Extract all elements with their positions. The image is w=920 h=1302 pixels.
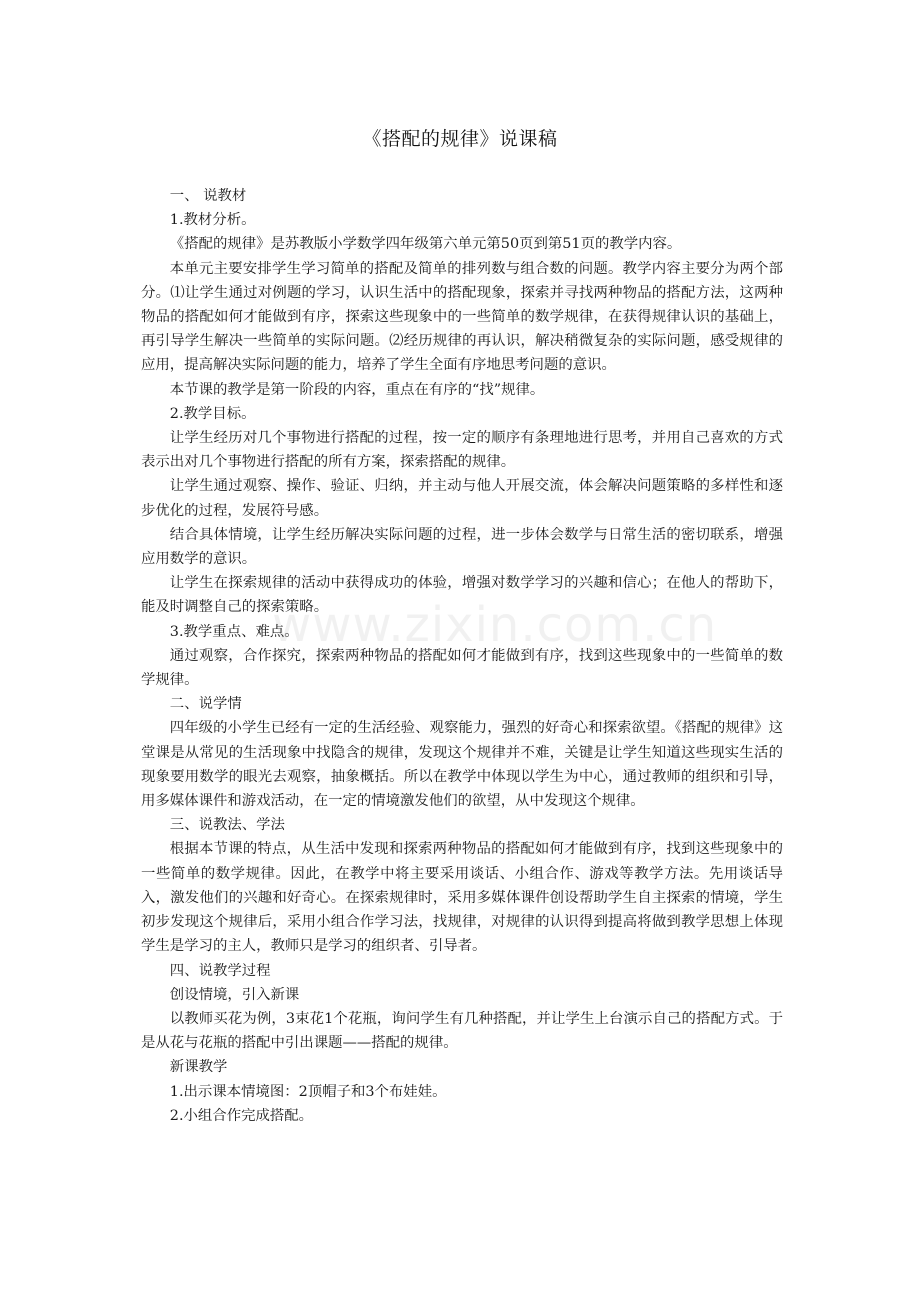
section-heading-students: 二、说学情 — [169, 696, 242, 713]
paragraph: 根据本节课的特点，从生活中发现和探索两种物品的搭配如何才能做到有序，找到这些现象中的一些简单的数学规律。因此，在教学中将主要采用谈话、小组合作、游戏等教学方法。先用谈话导入，激发他们的兴趣和好奇心。在探索规律时，采用多媒体课件创设帮助学生自主探索的情境，学生初步发现这个规律后，采用小组合作学习法，找规律，对规律的认识得到提高将做到教学思想上体现学生是学习的主人，教师只是学习的组织者、引导者。 — [141, 841, 783, 955]
subheading-key-points: 3.教学重点、难点。 — [169, 623, 299, 640]
paragraph: 让学生在探索规律的活动中获得成功的体验，增强对数学学习的兴趣和信心；在他人的帮助下，能及时调整自己的探索策略。 — [141, 575, 783, 616]
page-title: 《搭配的规律》说课稿 — [362, 128, 558, 150]
paragraph: 本单元主要安排学生学习简单的搭配及简单的排列数与组合数的问题。教学内容主要分为两个部分。⑴让学生通过对例题的学习，认识生活中的搭配现象，探索并寻找两种物品的搭配方法，这两种物品的搭配如何才能做到有序，探索这些现象中的一些简单的数学规律，在获得规律认识的基础上，再引导学生解决一些简单的实际问题。⑵经历规律的再认识，解决稍微复杂的实际问题，感受规律的应用，提高解决实际问题的能力，培养了学生全面有序地思考问题的意识。 — [141, 260, 783, 374]
list-item: 1.出示课本情境图：2顶帽子和3个布娃娃。 — [169, 1083, 447, 1100]
section-heading-textbook: 一、 说教材 — [169, 188, 247, 204]
subheading-introduction: 创设情境，引入新课 — [169, 986, 300, 1003]
paragraph: 结合具体情境，让学生经历解决实际问题的过程，进一步体会数学与日常生活的密切联系，增强应用数学的意识。 — [141, 526, 783, 568]
paragraph: 本节课的教学是第一阶段的内容，重点在有序的“找”规律。 — [169, 381, 545, 398]
subheading-new-lesson: 新课教学 — [169, 1059, 228, 1076]
section-heading-process: 四、说教学过程 — [169, 962, 271, 979]
paragraph: 让学生经历对几个事物进行搭配的过程，按一定的顺序有条理地进行思考，并用自己喜欢的方式表示出对几个事物进行搭配的所有方案，探索搭配的规律。 — [141, 430, 783, 471]
paragraph: 四年级的小学生已经有一定的生活经验、观察能力，强烈的好奇心和探索欲望。《搭配的规律》这堂课是从常见的生活现象中找隐含的规律，发现这个规律并不难，关键是让学生知道这些现实生活的现象要用数学的眼光去观察，抽象概括。所以在教学中体现以学生为中心，通过教师的组织和引导，用多媒体课件和游戏活动，在一定的情境激发他们的欲望，从中发现这个规律。 — [141, 720, 783, 810]
list-item: 2.小组合作完成搭配。 — [169, 1107, 314, 1124]
watermark: www.zixin.com.cn — [272, 597, 718, 653]
paragraph: 通过观察，合作探究，探索两种物品的搭配如何才能做到有序，找到这些现象中的一些简单的数学规律。 — [141, 647, 783, 689]
document-body — [141, 184, 783, 1128]
subheading-teaching-goals: 2.教学目标。 — [169, 405, 256, 422]
paragraph: 以教师买花为例，3束花1个花瓶，询问学生有几种搭配，并让学生上台演示自己的搭配方式。于是从花与花瓶的搭配中引出课题——搭配的规律。 — [141, 1010, 783, 1052]
paragraph: 《搭配的规律》是苏教版小学数学四年级第六单元第50页到第51页的教学内容。 — [169, 236, 682, 253]
paragraph: 让学生通过观察、操作、验证、归纳，并主动与他人开展交流，体会解决问题策略的多样性和逐步优化的过程，发展符号感。 — [141, 478, 783, 519]
subheading-material-analysis: 1.教材分析。 — [169, 212, 256, 229]
section-heading-methods: 三、说教法、学法 — [169, 817, 285, 834]
